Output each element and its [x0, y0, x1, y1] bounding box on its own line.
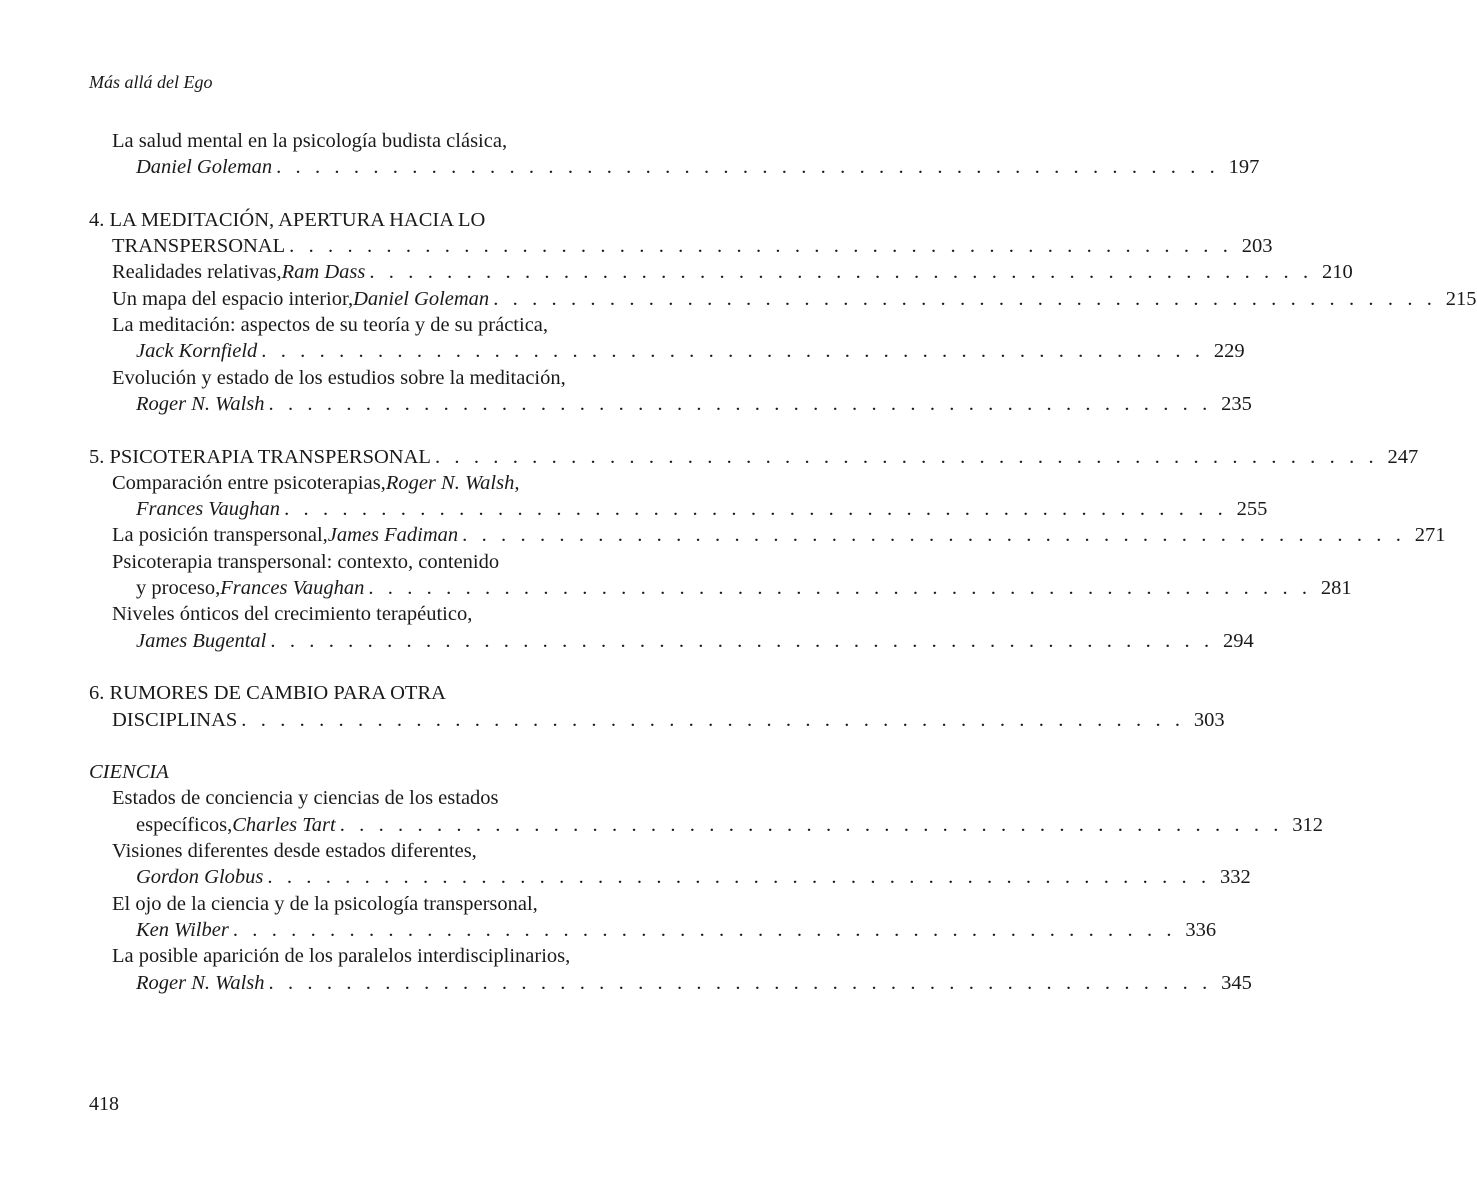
toc-entry-author-line — [89, 391, 1252, 417]
toc-entry-title-line — [89, 470, 679, 496]
page-number: 303 — [1193, 708, 1225, 731]
dot-leader: . . . . . . . . . . . . . . . . . . . . . . . . . . . . . . . . . . . . . . . . . . . . . . . . . — [241, 708, 1185, 731]
toc-entry-author-line — [89, 154, 1260, 180]
toc-entry — [89, 259, 1353, 285]
section-heading-line — [89, 707, 1225, 733]
page-number: 210 — [1321, 261, 1353, 284]
entry-title: La salud mental en la psicología budista clásica, — [112, 130, 508, 152]
dot-leader: . . . . . . . . . . . . . . . . . . . . . . . . . . . . . . . . . . . . . . . . . . . . . . . . . — [434, 445, 1379, 468]
entry-author: Roger N. Walsh — [136, 392, 265, 415]
page-number: 255 — [1236, 498, 1268, 521]
section-heading: 5. PSICOTERAPIA TRANSPERSONAL — [89, 445, 431, 468]
section-heading-cont: DISCIPLINAS — [112, 708, 238, 731]
entry-title: Niveles ónticos del crecimiento terapéutico, — [112, 603, 473, 626]
page-number: 203 — [1241, 235, 1273, 258]
entry-title: Estados de conciencia y ciencias de los estados — [112, 787, 499, 810]
entry-title: Un mapa del espacio interior, — [112, 287, 354, 310]
entry-author: James Fadiman — [327, 524, 459, 547]
entry-title: Evolución y estado de los estudios sobre la meditación, — [112, 366, 566, 389]
page-number: 345 — [1221, 971, 1252, 994]
running-head: Más allá del Ego — [89, 72, 213, 92]
entry-author: Roger N. Walsh — [136, 971, 265, 994]
section-heading-line — [89, 444, 1419, 470]
entry-author: James Bugental — [136, 629, 267, 652]
entry-author: Gordon Globus — [136, 866, 264, 889]
toc-entry-author-line — [89, 338, 1245, 364]
entry-title: Realidades relativas, — [112, 261, 282, 284]
entry-title-cont: específicos, — [136, 813, 233, 836]
toc-entry-author-line — [89, 864, 1251, 890]
entry-title: Psicoterapia transpersonal: contexto, contenido — [112, 550, 500, 573]
entry-title: El ojo de la ciencia y de la psicología transpersonal, — [112, 892, 538, 915]
toc-entry-title-line — [89, 838, 679, 864]
entry-author: Charles Tart — [232, 813, 336, 836]
page-number: 281 — [1320, 577, 1352, 600]
toc-entry — [89, 522, 1446, 548]
subsection-heading-line — [89, 759, 679, 785]
toc-entry-title-line — [89, 128, 679, 154]
toc-entry-author-line — [89, 812, 1324, 838]
dot-leader: . . . . . . . . . . . . . . . . . . . . . . . . . . . . . . . . . . . . . . . . . . . . . . . . . — [462, 524, 1406, 547]
toc-entry-title-line — [89, 943, 679, 969]
dot-leader: . . . . . . . . . . . . . . . . . . . . . . . . . . . . . . . . . . . . . . . . . . . . . . . . . — [368, 577, 1312, 600]
page-number: 294 — [1222, 629, 1254, 652]
entry-author: Jack Kornfield — [136, 340, 258, 363]
toc-entry-title-line — [89, 549, 679, 575]
entry-author: Ram Dass — [281, 261, 366, 284]
entry-author: Frances Vaughan — [136, 498, 281, 521]
toc-entry — [89, 286, 1477, 312]
toc-entry-title-line — [89, 601, 679, 627]
dot-leader: . . . . . . . . . . . . . . . . . . . . . . . . . . . . . . . . . . . . . . . . . . . . . . . . . — [268, 392, 1212, 415]
entry-title: Visiones diferentes desde estados diferentes, — [112, 840, 477, 863]
toc-entry-author-line — [89, 970, 1252, 996]
dot-leader: . . . . . . . . . . . . . . . . . . . . . . . . . . . . . . . . . . . . . . . . . . . . . . . . . — [267, 866, 1211, 889]
entry-title: La posición transpersonal, — [112, 524, 328, 547]
page-number: 271 — [1414, 524, 1446, 547]
dot-leader: . . . . . . . . . . . . . . . . . . . . . . . . . . . . . . . . . . . . . . . . . . . . . . . . . — [270, 629, 1214, 652]
page-number: 215 — [1445, 287, 1477, 310]
page-number: 229 — [1213, 340, 1245, 363]
section-heading-line — [89, 233, 1273, 259]
toc-entry-title-line — [89, 891, 679, 917]
section-heading-cont: TRANSPERSONAL — [112, 235, 286, 258]
entry-title: Comparación entre psicoterapias, — [112, 471, 386, 494]
dot-leader: . . . . . . . . . . . . . . . . . . . . . . . . . . . . . . . . . . . . . . . . . . . . . . . . . — [261, 340, 1205, 363]
dot-leader: . . . . . . . . . . . . . . . . . . . . . . . . . . . . . . . . . . . . . . . . . . . . . . . . . — [268, 971, 1212, 994]
toc-entry-title-line — [89, 312, 679, 338]
entry-author: Roger N. Walsh, — [385, 471, 520, 494]
dot-leader: . . . . . . . . . . . . . . . . . . . . . . . . . . . . . . . . . . . . . . . . . . . . . . . . . — [289, 235, 1233, 258]
page-number: 235 — [1221, 392, 1252, 415]
page-number: 247 — [1387, 445, 1419, 468]
toc-entry-author-line — [89, 917, 1217, 943]
page-number: 336 — [1185, 918, 1217, 941]
section-heading-line — [89, 207, 679, 233]
entry-author: Frances Vaughan — [220, 577, 365, 600]
section-heading: 4. LA MEDITACIÓN, APERTURA HACIA LO — [89, 208, 486, 231]
dot-leader: . . . . . . . . . . . . . . . . . . . . . . . . . . . . . . . . . . . . . . . . . . . . . . . . . — [339, 813, 1284, 836]
entry-author: Daniel Goleman — [136, 156, 273, 179]
entry-title-cont: y proceso, — [136, 577, 221, 600]
page-folio: 418 — [89, 1093, 119, 1115]
dot-leader: . . . . . . . . . . . . . . . . . . . . . . . . . . . . . . . . . . . . . . . . . . . . . . . . . — [276, 156, 1220, 179]
page-number: 197 — [1228, 156, 1260, 179]
dot-leader: . . . . . . . . . . . . . . . . . . . . . . . . . . . . . . . . . . . . . . . . . . . . . . . . . — [493, 287, 1437, 310]
entry-author: Daniel Goleman — [353, 287, 490, 310]
entry-title: La posible aparición de los paralelos interdisciplinarios, — [112, 945, 571, 968]
section-heading: 6. RUMORES DE CAMBIO PARA OTRA — [89, 682, 446, 705]
dot-leader: . . . . . . . . . . . . . . . . . . . . . . . . . . . . . . . . . . . . . . . . . . . . . . . . . — [369, 261, 1313, 284]
dot-leader: . . . . . . . . . . . . . . . . . . . . . . . . . . . . . . . . . . . . . . . . . . . . . . . . . — [232, 918, 1177, 941]
toc-entry-author-line — [89, 496, 1268, 522]
table-of-contents — [89, 128, 1477, 996]
toc-entry-author-line — [89, 575, 1352, 601]
entry-title: La meditación: aspectos de su teoría y de su práctica, — [112, 314, 549, 337]
toc-entry-title-line — [89, 365, 679, 391]
subsection-heading: CIENCIA — [89, 761, 169, 784]
dot-leader: . . . . . . . . . . . . . . . . . . . . . . . . . . . . . . . . . . . . . . . . . . . . . . . . . — [284, 498, 1228, 521]
entry-author: Ken Wilber — [136, 918, 229, 941]
toc-entry-title-line — [89, 785, 679, 811]
page-number: 312 — [1292, 813, 1324, 836]
section-heading-line — [89, 680, 679, 706]
page-number: 332 — [1219, 866, 1251, 889]
toc-entry-author-line — [89, 628, 1254, 654]
